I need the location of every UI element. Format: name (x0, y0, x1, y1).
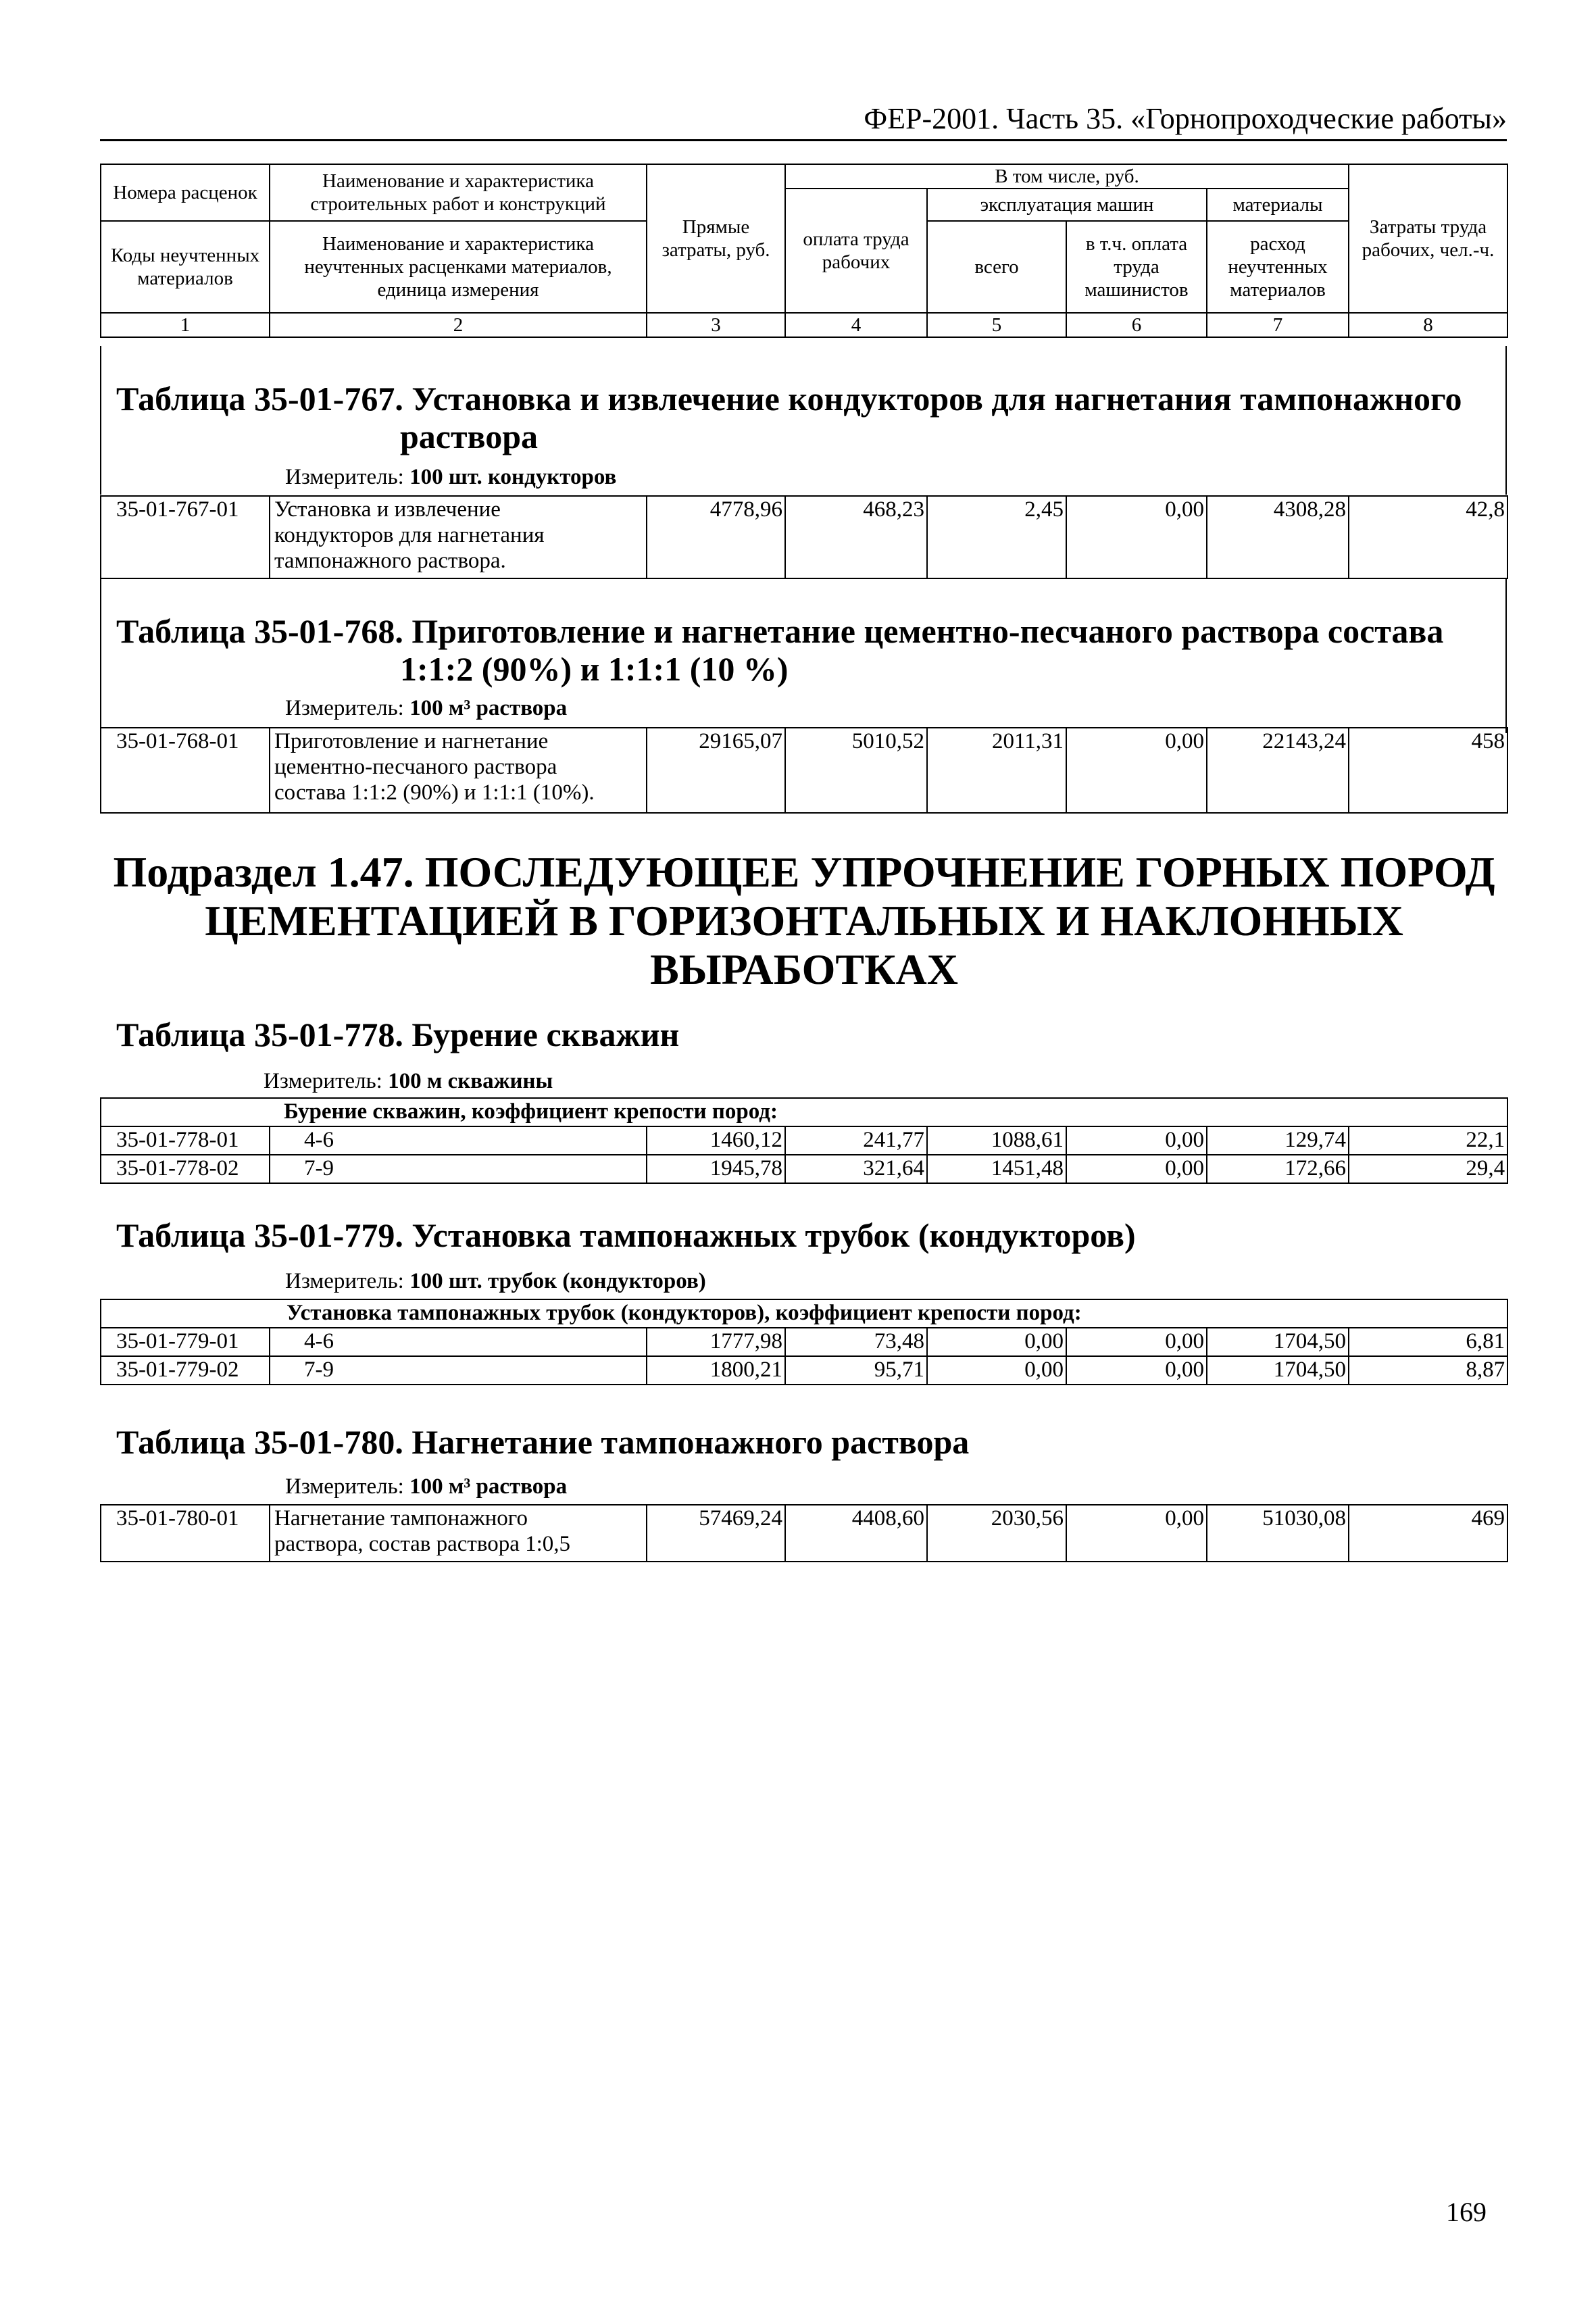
rate-code: 35-01-778-02 (101, 1155, 270, 1183)
machines-total: 2,45 (927, 496, 1066, 578)
rock-strength: 4-6 (270, 1328, 647, 1356)
header-direct-costs: Прямые затраты, руб. (647, 164, 785, 313)
rate-code: 35-01-779-01 (101, 1328, 270, 1356)
frame-left-line (100, 346, 101, 495)
header-rate-number: Номера расценок (101, 164, 270, 221)
table-778-title: Таблица 35-01-778. Бурение скважин (116, 1016, 680, 1053)
machines-total: 2030,56 (927, 1505, 1066, 1562)
labor-pay: 95,71 (785, 1356, 927, 1385)
section-heading-line3: ВЫРАБОТКАХ (650, 945, 958, 993)
table-768-title-line1: Таблица 35-01-768. Приготовление и нагнетание цементно-песчаного раствора состава (116, 612, 1444, 650)
labor-pay: 241,77 (785, 1126, 927, 1155)
work-name-line: состава 1:1:2 (90%) и 1:1:1 (10%). (274, 780, 595, 805)
table-780-meter (285, 1474, 567, 1499)
table-row (101, 1155, 1507, 1183)
drivers-pay: 0,00 (1066, 1328, 1207, 1356)
table-subheader: Установка тампонажных трубок (кондукторов), коэффициент крепости пород: (101, 1299, 1507, 1328)
work-name-line: цементно-песчаного раствора (274, 755, 557, 779)
table-row (101, 1356, 1507, 1385)
labor-hours: 469 (1349, 1505, 1507, 1562)
column-number: 8 (1349, 313, 1507, 337)
frame-right-line (1505, 346, 1507, 495)
direct-costs: 1800,21 (647, 1356, 785, 1385)
meter-label: Измеритель: (285, 465, 404, 489)
rock-strength: 4-6 (270, 1126, 647, 1155)
meter-value: 100 м скважины (388, 1069, 553, 1093)
header-materials: материалы (1207, 189, 1349, 221)
labor-pay: 73,48 (785, 1328, 927, 1356)
labor-hours: 8,87 (1349, 1356, 1507, 1385)
drivers-pay: 0,00 (1066, 728, 1207, 813)
labor-hours: 29,4 (1349, 1155, 1507, 1183)
rate-code: 35-01-780-01 (101, 1505, 270, 1562)
header-labor-hours: Затраты труда рабочих, чел.-ч. (1349, 164, 1507, 313)
meter-value: 100 шт. кондукторов (409, 465, 617, 489)
column-number: 7 (1207, 313, 1349, 337)
header-material-consumption: расход неучтенных материалов (1207, 221, 1349, 313)
table-row (101, 728, 1507, 813)
labor-pay: 321,64 (785, 1155, 927, 1183)
table-768-meter (285, 696, 567, 721)
table-768-title-line2: 1:1:2 (90%) и 1:1:1 (10 %) (400, 650, 789, 688)
column-number: 1 (101, 313, 270, 337)
materials-cost: 4308,28 (1207, 496, 1349, 578)
table-780-rows (100, 1504, 1508, 1562)
table-780-title: Таблица 35-01-780. Нагнетание тампонажного раствора (116, 1423, 970, 1461)
header-machines: эксплуатация машин (927, 189, 1207, 221)
section-heading (101, 848, 1507, 994)
work-name-line: Приготовление и нагнетание (274, 729, 549, 753)
direct-costs: 57469,24 (647, 1505, 785, 1562)
machines-total: 0,00 (927, 1328, 1066, 1356)
meter-value: 100 шт. трубок (кондукторов) (409, 1269, 706, 1293)
direct-costs: 1777,98 (647, 1328, 785, 1356)
table-row (101, 1126, 1507, 1155)
work-name-line: кондукторов для нагнетания (274, 523, 545, 547)
work-name (270, 496, 647, 578)
table-row (101, 496, 1507, 578)
meter-label: Измеритель: (285, 1269, 404, 1293)
machines-total: 2011,31 (927, 728, 1066, 813)
materials-cost: 129,74 (1207, 1126, 1349, 1155)
direct-costs: 1460,12 (647, 1126, 785, 1155)
header-material-names: Наименование и характеристика неучтенных расценками материалов, единица измерения (270, 221, 647, 313)
header-labor-pay: оплата труда рабочих (785, 189, 927, 313)
column-number: 5 (927, 313, 1066, 337)
materials-cost: 22143,24 (1207, 728, 1349, 813)
table-778-rows (100, 1097, 1508, 1184)
rock-strength: 7-9 (270, 1155, 647, 1183)
direct-costs: 1945,78 (647, 1155, 785, 1183)
rock-strength: 7-9 (270, 1356, 647, 1385)
meter-value: 100 м³ раствора (409, 1474, 568, 1499)
rate-code: 35-01-779-02 (101, 1356, 270, 1385)
work-name-line: тампонажного раствора. (274, 549, 506, 573)
table-779-meter (285, 1269, 706, 1294)
column-header-table (100, 164, 1508, 338)
materials-cost: 1704,50 (1207, 1328, 1349, 1356)
rate-code: 35-01-767-01 (101, 496, 270, 578)
table-row (101, 1505, 1507, 1562)
machines-total: 1451,48 (927, 1155, 1066, 1183)
table-778-meter (264, 1069, 553, 1094)
meter-value: 100 м³ раствора (409, 696, 568, 720)
header-rule (100, 139, 1507, 141)
direct-costs: 4778,96 (647, 496, 785, 578)
table-767-title-line1: Таблица 35-01-767. Установка и извлечение кондукторов для нагнетания тампонажного (116, 380, 1462, 418)
frame-right-line (1505, 578, 1507, 733)
drivers-pay: 0,00 (1066, 496, 1207, 578)
table-767-meter (285, 465, 616, 490)
labor-hours: 6,81 (1349, 1328, 1507, 1356)
table-779-title: Таблица 35-01-779. Установка тампонажных трубок (кондукторов) (116, 1216, 1136, 1254)
meter-label: Измеритель: (285, 1474, 404, 1499)
work-name (270, 728, 647, 813)
column-number: 6 (1066, 313, 1207, 337)
materials-cost: 172,66 (1207, 1155, 1349, 1183)
table-767-title-line2: раствора (400, 418, 539, 455)
column-number: 3 (647, 313, 785, 337)
page-number: 169 (1446, 2197, 1487, 2227)
table-row (101, 1328, 1507, 1356)
table-768-rows (100, 727, 1508, 814)
table-767-rows (100, 495, 1508, 579)
labor-pay: 468,23 (785, 496, 927, 578)
header-material-codes: Коды неучтенных материалов (101, 221, 270, 313)
drivers-pay: 0,00 (1066, 1155, 1207, 1183)
header-drivers-pay: в т.ч. оплата труда машинистов (1066, 221, 1207, 313)
table-768-title (116, 612, 1443, 688)
column-number: 2 (270, 313, 647, 337)
labor-pay: 5010,52 (785, 728, 927, 813)
frame-left-line (100, 578, 101, 733)
section-heading-line1: Подраздел 1.47. ПОСЛЕДУЮЩЕЕ УПРОЧНЕНИЕ ГОРНЫХ ПОРОД (113, 848, 1495, 896)
meter-label: Измеритель: (264, 1069, 382, 1093)
column-number: 4 (785, 313, 927, 337)
table-767-title (116, 380, 1462, 455)
labor-hours: 42,8 (1349, 496, 1507, 578)
header-work-name: Наименование и характеристика строительных работ и конструкций (270, 164, 647, 221)
labor-hours: 22,1 (1349, 1126, 1507, 1155)
table-subheader: Бурение скважин, коэффициент крепости пород: (101, 1098, 1507, 1126)
drivers-pay: 0,00 (1066, 1505, 1207, 1562)
rate-code: 35-01-778-01 (101, 1126, 270, 1155)
running-header: ФЕР-2001. Часть 35. «Горнопроходческие работы» (864, 102, 1507, 135)
header-including-group: В том числе, руб. (785, 164, 1349, 189)
machines-total: 1088,61 (927, 1126, 1066, 1155)
drivers-pay: 0,00 (1066, 1356, 1207, 1385)
work-name-line: Нагнетание тампонажного (274, 1506, 528, 1530)
section-heading-line2: ЦЕМЕНТАЦИЕЙ В ГОРИЗОНТАЛЬНЫХ И НАКЛОННЫХ (205, 897, 1403, 945)
work-name-line: раствора, состав раствора 1:0,5 (274, 1532, 571, 1556)
materials-cost: 51030,08 (1207, 1505, 1349, 1562)
meter-label: Измеритель: (285, 696, 404, 720)
labor-hours: 458 (1349, 728, 1507, 813)
work-name (270, 1505, 647, 1562)
work-name-line: Установка и извлечение (274, 497, 501, 522)
materials-cost: 1704,50 (1207, 1356, 1349, 1385)
machines-total: 0,00 (927, 1356, 1066, 1385)
drivers-pay: 0,00 (1066, 1126, 1207, 1155)
rate-code: 35-01-768-01 (101, 728, 270, 813)
header-machines-total: всего (927, 221, 1066, 313)
direct-costs: 29165,07 (647, 728, 785, 813)
table-779-rows (100, 1299, 1508, 1385)
labor-pay: 4408,60 (785, 1505, 927, 1562)
